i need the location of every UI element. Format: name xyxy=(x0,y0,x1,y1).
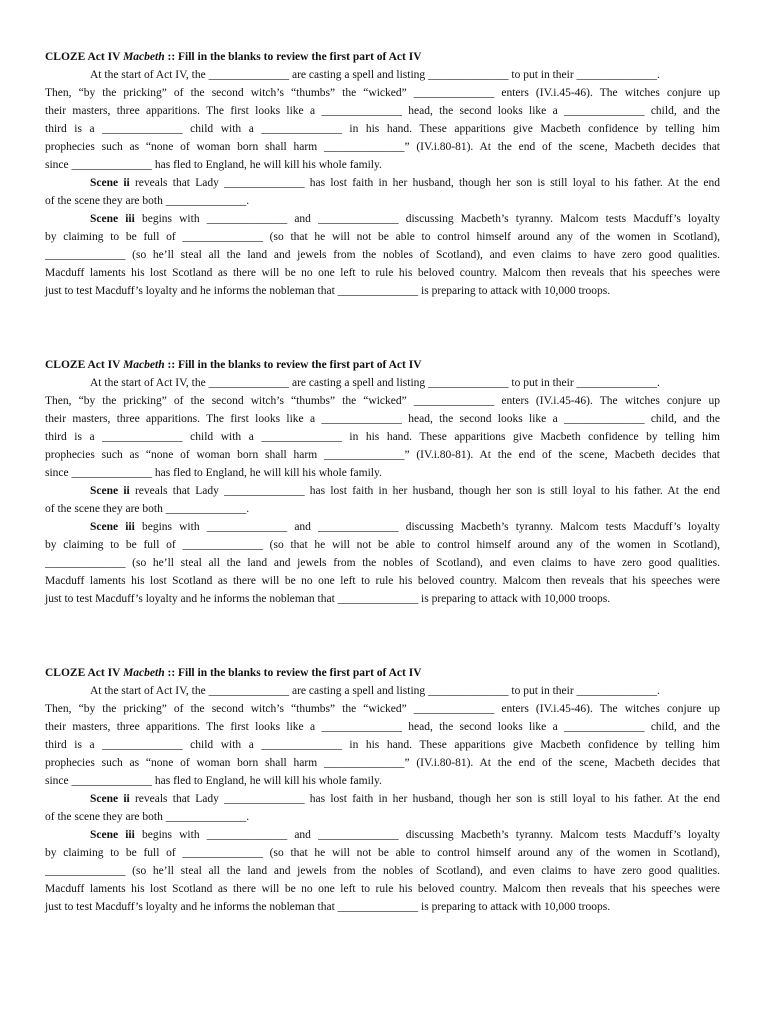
paragraph-line xyxy=(45,120,720,138)
paragraph-line xyxy=(45,156,720,174)
line-text: prophecies such as “none of woman born shall harm ______________” (IV.i.80-81). At the end of the scene, Macbeth decides that xyxy=(45,757,720,769)
line-text: Macduff laments his lost Scotland as there will be no one left to rule his beloved country. Malcom then reveals that his speeches were xyxy=(45,575,720,587)
paragraph-line xyxy=(45,138,720,156)
scene-heading: Scene ii xyxy=(90,485,130,497)
paragraph-line xyxy=(45,174,720,192)
paragraph-line xyxy=(45,264,720,282)
line-text: just to test Macduff’s loyalty and he informs the nobleman that ______________ is preparing to attack with 10,000 troops. xyxy=(45,901,611,913)
line-text: reveals that Lady ______________ has lost faith in her husband, though her son is still loyal to his father. At the end xyxy=(129,793,720,805)
paragraph-line xyxy=(45,428,720,446)
line-text: Then, “by the pricking” of the second witch’s “thumbs” the “wicked” ______________ enters (IV.i.45-46). The witches conjure up xyxy=(45,87,720,99)
line-text: by claiming to be full of ______________ (so that he will not be able to control himself around any of the women in Scotland), xyxy=(45,231,720,243)
paragraph-line xyxy=(45,736,720,754)
line-text: of the scene they are both ______________. xyxy=(45,195,250,207)
title-rest: :: Fill in the blanks to review the first part of Act IV xyxy=(164,51,422,63)
paragraph-line xyxy=(45,754,720,772)
paragraph-line xyxy=(45,246,720,264)
line-text: prophecies such as “none of woman born shall harm ______________” (IV.i.80-81). At the end of the scene, Macbeth decides that xyxy=(45,141,720,153)
line-text: begins with ______________ and ______________ discussing Macbeth’s tyranny. Malcom tests Macduff’s loyalty xyxy=(134,213,720,225)
line-text: begins with ______________ and ______________ discussing Macbeth’s tyranny. Malcom tests Macduff’s loyalty xyxy=(134,829,720,841)
title-rest: :: Fill in the blanks to review the first part of Act IV xyxy=(164,359,422,371)
line-text: ______________ (so he’ll steal all the land and jewels from the nobles of Scotland), and even claims to have zero good qualities. xyxy=(45,557,720,569)
line-text: Macduff laments his lost Scotland as there will be no one left to rule his beloved country. Malcom then reveals that his speeches were xyxy=(45,883,720,895)
line-text: At the start of Act IV, the ______________ are casting a spell and listing ______________ to put in their ______________. xyxy=(90,685,660,697)
title-play-name: Macbeth xyxy=(123,51,165,63)
scene-heading: Scene ii xyxy=(90,793,130,805)
title-lead: CLOZE Act IV xyxy=(45,51,124,63)
paragraph-line xyxy=(45,898,720,916)
scene-heading: Scene ii xyxy=(90,177,130,189)
worksheet-title xyxy=(45,664,720,682)
line-text: since ______________ has fled to England, he will kill his whole family. xyxy=(45,775,382,787)
paragraph-line xyxy=(45,446,720,464)
line-text: their masters, three apparitions. The first looks like a ______________ head, the second looks like a ______________ child, and the xyxy=(45,413,720,425)
title-lead: CLOZE Act IV xyxy=(45,359,124,371)
scene-heading: Scene iii xyxy=(90,829,135,841)
title-lead: CLOZE Act IV xyxy=(45,667,124,679)
paragraph-line xyxy=(45,282,720,300)
line-text: third is a ______________ child with a ______________ in his hand. These apparitions give Macbeth confidence by telling him xyxy=(45,739,720,751)
line-text: third is a ______________ child with a ______________ in his hand. These apparitions give Macbeth confidence by telling him xyxy=(45,431,720,443)
paragraph-line xyxy=(45,482,720,500)
line-text: third is a ______________ child with a ______________ in his hand. These apparitions give Macbeth confidence by telling him xyxy=(45,123,720,135)
paragraph-line xyxy=(45,500,720,518)
line-text: just to test Macduff’s loyalty and he informs the nobleman that ______________ is preparing to attack with 10,000 troops. xyxy=(45,285,611,297)
line-text: since ______________ has fled to England, he will kill his whole family. xyxy=(45,159,382,171)
paragraph-line xyxy=(45,210,720,228)
paragraph-line xyxy=(45,374,720,392)
line-text: begins with ______________ and ______________ discussing Macbeth’s tyranny. Malcom tests Macduff’s loyalty xyxy=(134,521,720,533)
line-text: their masters, three apparitions. The first looks like a ______________ head, the second looks like a ______________ child, and the xyxy=(45,721,720,733)
worksheet-title xyxy=(45,48,720,66)
line-text: Macduff laments his lost Scotland as there will be no one left to rule his beloved country. Malcom then reveals that his speeches were xyxy=(45,267,720,279)
paragraph-line xyxy=(45,410,720,428)
line-text: by claiming to be full of ______________ (so that he will not be able to control himself around any of the women in Scotland), xyxy=(45,847,720,859)
paragraph-line xyxy=(45,518,720,536)
line-text: reveals that Lady ______________ has lost faith in her husband, though her son is still loyal to his father. At the end xyxy=(129,177,720,189)
line-text: ______________ (so he’ll steal all the land and jewels from the nobles of Scotland), and even claims to have zero good qualities. xyxy=(45,249,720,261)
paragraph-line xyxy=(45,536,720,554)
paragraph-line xyxy=(45,192,720,210)
paragraph-line xyxy=(45,808,720,826)
paragraph-line xyxy=(45,572,720,590)
line-text: of the scene they are both ______________. xyxy=(45,503,250,515)
paragraph-line xyxy=(45,682,720,700)
paragraph-line xyxy=(45,102,720,120)
line-text: Then, “by the pricking” of the second witch’s “thumbs” the “wicked” ______________ enters (IV.i.45-46). The witches conjure up xyxy=(45,703,720,715)
line-text: ______________ (so he’ll steal all the land and jewels from the nobles of Scotland), and even claims to have zero good qualities. xyxy=(45,865,720,877)
paragraph-line xyxy=(45,700,720,718)
line-text: reveals that Lady ______________ has lost faith in her husband, though her son is still loyal to his father. At the end xyxy=(129,485,720,497)
line-text: At the start of Act IV, the ______________ are casting a spell and listing ______________ to put in their ______________. xyxy=(90,377,660,389)
paragraph-line xyxy=(45,718,720,736)
paragraph-line xyxy=(45,554,720,572)
paragraph-line xyxy=(45,790,720,808)
title-play-name: Macbeth xyxy=(123,667,165,679)
line-text: Then, “by the pricking” of the second witch’s “thumbs” the “wicked” ______________ enters (IV.i.45-46). The witches conjure up xyxy=(45,395,720,407)
paragraph-line xyxy=(45,228,720,246)
paragraph-line xyxy=(45,464,720,482)
line-text: by claiming to be full of ______________ (so that he will not be able to control himself around any of the women in Scotland), xyxy=(45,539,720,551)
scene-heading: Scene iii xyxy=(90,521,135,533)
line-text: just to test Macduff’s loyalty and he informs the nobleman that ______________ is preparing to attack with 10,000 troops. xyxy=(45,593,611,605)
title-play-name: Macbeth xyxy=(123,359,165,371)
line-text: of the scene they are both ______________. xyxy=(45,811,250,823)
paragraph-line xyxy=(45,772,720,790)
line-text: since ______________ has fled to England, he will kill his whole family. xyxy=(45,467,382,479)
title-rest: :: Fill in the blanks to review the first part of Act IV xyxy=(164,667,422,679)
line-text: their masters, three apparitions. The first looks like a ______________ head, the second looks like a ______________ child, and the xyxy=(45,105,720,117)
paragraph-line xyxy=(45,392,720,410)
paragraph-line xyxy=(45,84,720,102)
line-text: At the start of Act IV, the ______________ are casting a spell and listing ______________ to put in their ______________. xyxy=(90,69,660,81)
paragraph-line xyxy=(45,862,720,880)
paragraph-line xyxy=(45,844,720,862)
paragraph-line xyxy=(45,826,720,844)
paragraph-line xyxy=(45,880,720,898)
line-text: prophecies such as “none of woman born shall harm ______________” (IV.i.80-81). At the end of the scene, Macbeth decides that xyxy=(45,449,720,461)
worksheet-title xyxy=(45,356,720,374)
paragraph-line xyxy=(45,590,720,608)
paragraph-line xyxy=(45,66,720,84)
scene-heading: Scene iii xyxy=(90,213,135,225)
